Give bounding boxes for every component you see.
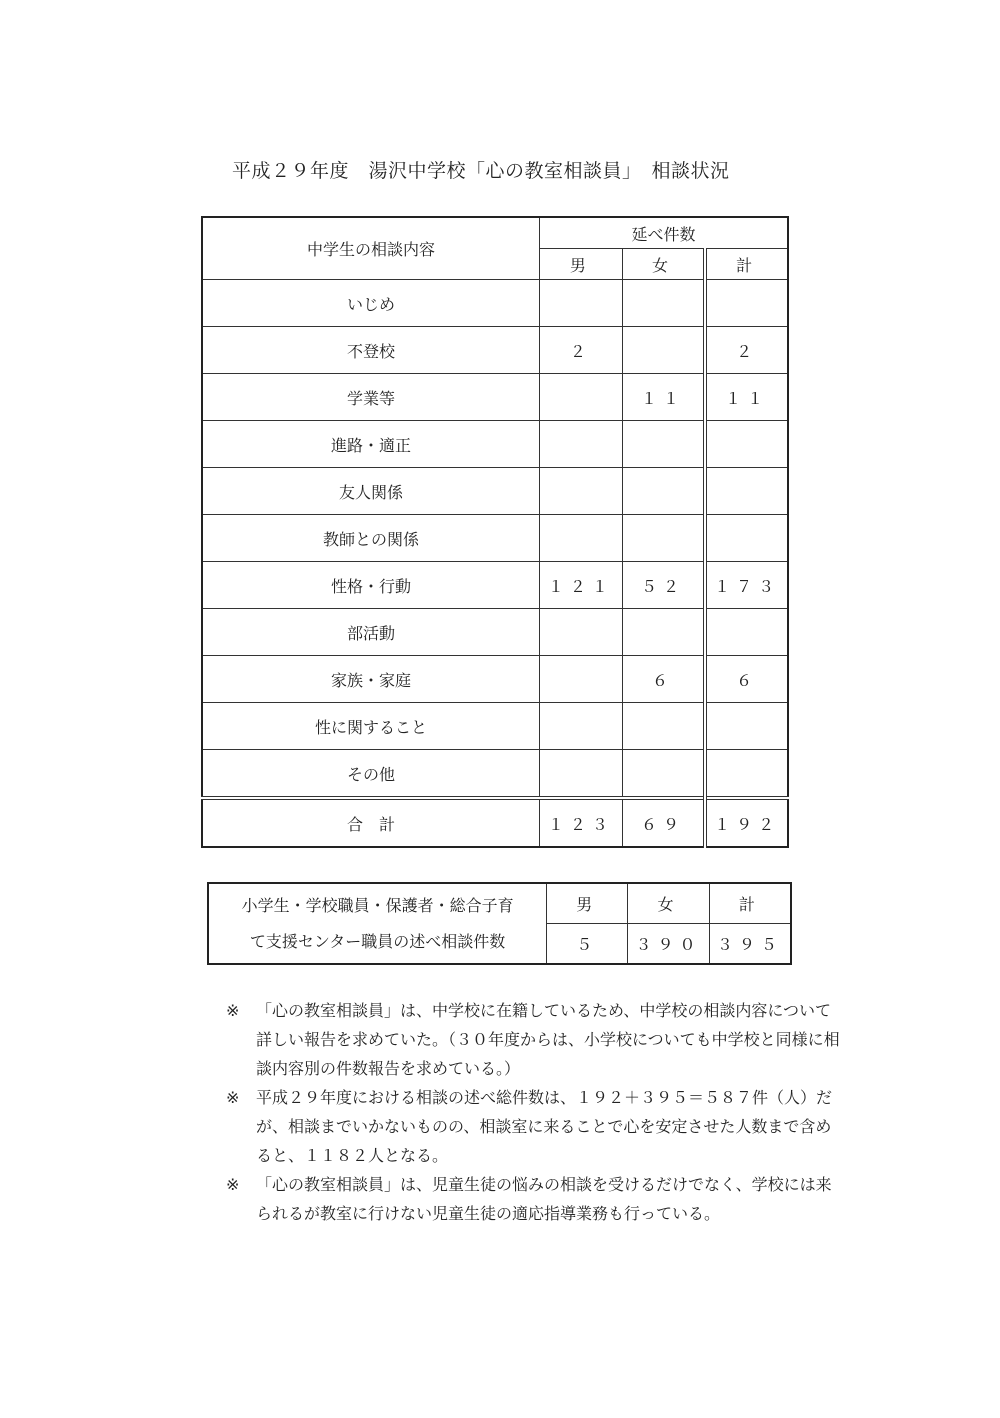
row-female <box>622 515 705 562</box>
table-row <box>202 656 788 703</box>
row-male <box>540 468 623 515</box>
row-label: 部活動 <box>202 609 540 656</box>
note-item <box>226 996 846 1083</box>
row-label: 不登校 <box>202 327 540 374</box>
row-female <box>622 703 705 750</box>
table-row <box>202 515 788 562</box>
other-consultation-table <box>207 882 792 965</box>
row-label: 教師との関係 <box>202 515 540 562</box>
note-mark: ※ <box>226 1175 240 1194</box>
row-male <box>540 609 623 656</box>
row-male <box>540 750 623 799</box>
row-label: 友人関係 <box>202 468 540 515</box>
table-row <box>202 327 788 374</box>
row-female <box>622 750 705 799</box>
row-total: ２ <box>705 327 788 374</box>
row-female: １１ <box>622 374 705 421</box>
col-total: 計 <box>705 249 788 280</box>
table-row <box>202 421 788 468</box>
row-label: 進路・適正 <box>202 421 540 468</box>
row-male <box>540 280 623 327</box>
note-text: 「心の教室相談員」は、児童生徒の悩みの相談を受けるだけでなく、学校には来られるが教室に行けない児童生徒の適応指導業務も行っている。 <box>256 1175 832 1223</box>
col-female: 女 <box>622 249 705 280</box>
row-male <box>540 656 623 703</box>
note-mark: ※ <box>226 1001 240 1020</box>
col-male: 男 <box>540 249 623 280</box>
total-total: １９２ <box>705 798 788 847</box>
consultation-table <box>201 216 789 848</box>
table-row <box>202 750 788 799</box>
row-label: 性に関すること <box>202 703 540 750</box>
header-content-label: 中学生の相談内容 <box>202 217 540 280</box>
row-total: １７３ <box>705 562 788 609</box>
total-label: 合 計 <box>202 798 540 847</box>
row-female: ５２ <box>622 562 705 609</box>
t2-total-value: ３９５ <box>709 924 791 965</box>
other-desc-line1: 小学生・学校職員・保護者・総合子育 <box>241 895 514 915</box>
note-text: 平成２９年度における相談の述べ総件数は、１９２＋３９５＝５８７件（人）だが、相談までいかないものの、相談室に来ることで心を安定させた人数まで含めると、１１８２人となる。 <box>256 1088 833 1165</box>
row-label: その他 <box>202 750 540 799</box>
row-total <box>705 750 788 799</box>
row-total <box>705 421 788 468</box>
row-male <box>540 703 623 750</box>
row-label: 学業等 <box>202 374 540 421</box>
header-group-label: 延べ件数 <box>540 217 789 249</box>
total-male: １２３ <box>540 798 623 847</box>
note-mark: ※ <box>226 1088 240 1107</box>
note-item <box>226 1170 846 1228</box>
table-row <box>202 468 788 515</box>
t2-col-male: 男 <box>547 883 628 924</box>
row-male: １２１ <box>540 562 623 609</box>
row-total <box>705 280 788 327</box>
page-title: 平成２９年度 湯沢中学校「心の教室相談員」 相談状況 <box>232 160 730 182</box>
table-row <box>202 609 788 656</box>
t2-female-value: ３９０ <box>628 924 709 965</box>
note-item <box>226 1083 846 1170</box>
row-male <box>540 515 623 562</box>
row-female <box>622 609 705 656</box>
table-row <box>202 562 788 609</box>
row-female <box>622 280 705 327</box>
row-male <box>540 374 623 421</box>
row-total <box>705 515 788 562</box>
t2-col-total: 計 <box>709 883 791 924</box>
row-female <box>622 421 705 468</box>
row-female: ６ <box>622 656 705 703</box>
row-female <box>622 468 705 515</box>
other-desc <box>208 883 547 964</box>
row-label: いじめ <box>202 280 540 327</box>
row-total: １１ <box>705 374 788 421</box>
row-total <box>705 468 788 515</box>
total-female: ６９ <box>622 798 705 847</box>
total-row <box>202 798 788 847</box>
row-total: ６ <box>705 656 788 703</box>
note-text: 「心の教室相談員」は、中学校に在籍しているため、中学校の相談内容について詳しい報告を求めていた。（３０年度からは、小学校についても中学校と同様に相談内容別の件数報告を求めている。） <box>256 1001 840 1078</box>
row-label: 家族・家庭 <box>202 656 540 703</box>
table-row <box>202 280 788 327</box>
row-label: 性格・行動 <box>202 562 540 609</box>
t2-male-value: ５ <box>547 924 628 965</box>
row-female <box>622 327 705 374</box>
row-total <box>705 609 788 656</box>
row-total <box>705 703 788 750</box>
notes <box>226 996 846 1228</box>
table-row <box>202 703 788 750</box>
other-desc-line2: て支援センター職員の述べ相談件数 <box>249 931 506 951</box>
table-row <box>202 374 788 421</box>
t2-col-female: 女 <box>628 883 709 924</box>
row-male: ２ <box>540 327 623 374</box>
row-male <box>540 421 623 468</box>
